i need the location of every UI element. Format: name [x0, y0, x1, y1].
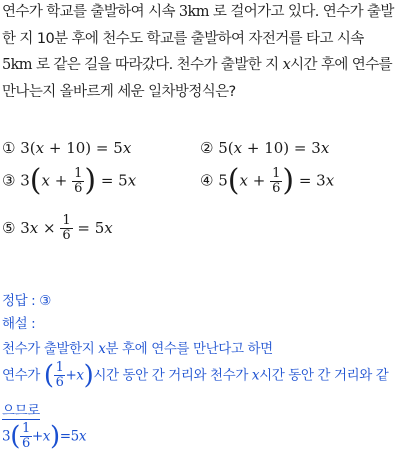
question-text: 연수가 학교를 출발하여 시속	[2, 4, 179, 20]
answer-label	[2, 289, 51, 309]
equation-part: + 10) = 3	[242, 139, 321, 157]
explanation-line-3	[2, 399, 40, 419]
explanation-heading: 해설 :	[2, 316, 36, 332]
question-line-1	[2, 0, 394, 21]
equation-part: =5	[59, 428, 79, 445]
option-marker: ②	[200, 139, 214, 157]
paren-close: )	[49, 421, 60, 452]
variable-x: x	[239, 171, 248, 190]
variable-x: x	[29, 219, 39, 237]
explanation-text: 분 후에 연수를 만난다고 하면	[105, 341, 273, 357]
fraction-denominator: 6	[74, 180, 83, 196]
question-text: 로 걸어가고 있다. 연수가 출발	[208, 4, 394, 20]
variable-x: x	[42, 428, 50, 445]
paren-open: (	[10, 421, 20, 452]
speed-value: 3km	[178, 4, 209, 20]
fraction-denominator: 6	[21, 436, 30, 451]
fraction-one-sixth	[72, 167, 84, 196]
option-marker: ③	[2, 171, 16, 190]
explanation-text: 시간 동안 간 거리와 같	[259, 367, 389, 384]
equation-part: +	[65, 367, 77, 384]
option-marker: ④	[200, 171, 214, 190]
speed-value: 5km	[2, 57, 32, 73]
variable-x: x	[127, 171, 137, 190]
fraction-numerator: 1	[55, 360, 64, 375]
variable-x: x	[320, 139, 330, 157]
question-text: 만나는지 올바르게 세운 일차방정식은?	[2, 84, 236, 100]
fraction-one-sixth	[20, 422, 32, 451]
fraction-numerator: 1	[62, 213, 71, 228]
variable-x: x	[282, 57, 291, 73]
question-text: 시간 후에 연수를	[290, 57, 393, 73]
paren-open: (	[227, 163, 240, 198]
equation-part: = 3	[294, 171, 326, 190]
question-text: 로 같은 길을 따라갔다. 천수가 출발한 지	[31, 57, 283, 73]
equation-part: 3	[2, 428, 11, 445]
option-marker: ①	[2, 139, 16, 157]
explanation-line-2	[2, 361, 388, 390]
paren-close: )	[84, 163, 97, 198]
equation-part: ×	[38, 219, 61, 237]
fraction-denominator: 6	[62, 228, 71, 243]
variable-x: x	[325, 171, 335, 190]
equation-part: 5	[218, 171, 228, 190]
equation-part: 3	[20, 171, 30, 190]
explanation-label	[2, 312, 35, 332]
variable-x: x	[122, 139, 132, 157]
question-line-3	[2, 53, 392, 74]
equation-part: = 5	[72, 219, 105, 237]
variable-x: x	[251, 367, 260, 384]
explanation-text: 연수가	[2, 367, 44, 384]
paren-open: (	[29, 163, 42, 198]
question-text: 한 지 10분 후에 천수도 학교를 출발하여 자전거를 타고 시속	[2, 31, 364, 47]
answer-text: 정답 : ③	[2, 293, 51, 309]
equation-part: = 5	[96, 171, 128, 190]
option-1[interactable]	[2, 139, 131, 157]
fraction-one-sixth	[54, 361, 66, 390]
variable-x: x	[41, 171, 50, 190]
fraction-numerator: 1	[21, 421, 30, 436]
explanation-text: 시간 동안 간 거리와 천수가	[93, 367, 252, 384]
variable-x: x	[76, 367, 84, 384]
equation-part: + 10) = 5	[44, 139, 123, 157]
variable-x: x	[233, 139, 243, 157]
explanation-equation	[2, 422, 86, 451]
fraction-one-sixth	[270, 167, 282, 196]
variable-x: x	[98, 341, 106, 357]
variable-x: x	[78, 428, 87, 445]
equation-part: +	[49, 171, 73, 190]
equation-part: +	[31, 428, 43, 445]
variable-x: x	[35, 139, 45, 157]
paren-close: )	[83, 360, 94, 391]
explanation-text: 으므로	[2, 403, 40, 419]
fraction-numerator: 1	[272, 165, 281, 181]
equation-part: 3	[20, 219, 30, 237]
equation-part: 3(	[20, 139, 36, 157]
fraction-denominator: 6	[272, 180, 281, 196]
fraction-numerator: 1	[74, 165, 83, 181]
question-line-2	[2, 27, 364, 48]
question-line-4	[2, 80, 236, 101]
option-5[interactable]	[2, 214, 113, 243]
explanation-line-1	[2, 337, 273, 357]
fraction-one-sixth	[60, 214, 72, 243]
option-marker: ⑤	[2, 219, 16, 237]
explanation-text: 천수가 출발한지	[2, 341, 99, 357]
option-3[interactable]	[2, 163, 137, 198]
equation-part: +	[247, 171, 271, 190]
option-4[interactable]	[200, 163, 335, 198]
variable-x: x	[104, 219, 113, 237]
paren-open: (	[43, 360, 54, 391]
fraction-denominator: 6	[55, 375, 64, 390]
paren-close: )	[282, 163, 295, 198]
equation-part: 5(	[218, 139, 234, 157]
option-2[interactable]	[200, 139, 329, 157]
